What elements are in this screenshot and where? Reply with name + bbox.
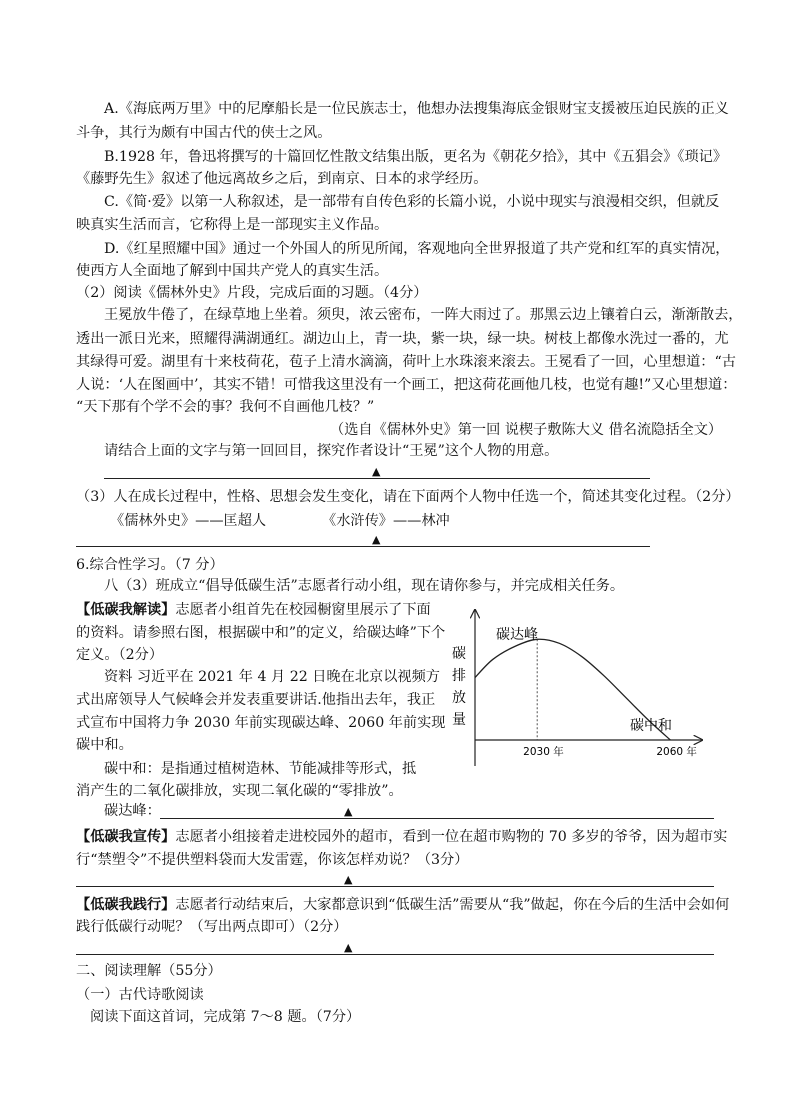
q6-intro: 八（3）班成立“倡导低碳生活”志愿者行动小组，现在请你参与，并完成相关任务。 (104, 578, 625, 594)
task3-line1 (76, 896, 729, 914)
y-label-char-3: 放 (452, 690, 466, 706)
definition-line1: 碳中和：是指通过植树造林、节能减排等形式，抵 (104, 761, 417, 777)
neutral-annotation: 碳中和 (630, 718, 672, 734)
option-d-line2: 使西方人全面地了解到中国共产党人的真实生活。 (76, 263, 389, 279)
task2-line2: 行“禁塑令”不提供塑料袋而大发雷霆，你该怎样劝说？（3分） (76, 852, 469, 868)
y-label-char-4: 量 (452, 712, 466, 728)
material-line1: 资料 习近平在 2021 年 4 月 22 日晚在北京以视频方 (104, 669, 440, 685)
option-c-line1: C.《简·爱》以第一人称叙述，是一部带有自传色彩的长篇小说，小说中现实与浪漫相交织，但就反 (104, 194, 720, 210)
passage-line-3: 其绿得可爱。湖里有十来枝荷花，苞子上清水滴滴，荷叶上水珠滚来滚去。王冕看了一回，心里想道：“古 (76, 354, 736, 370)
task1-line2: 的资料。请参照右图，根据碳中和”的定义，给碳达峰”下个 (76, 625, 446, 641)
passage-line-4: 人说：‘人在图画中’，其实不错！可惜我这里没有一个画工，把这荷花画他几枝，也觉有趣!”又心里想道： (76, 377, 737, 393)
option-b-line1: B.1928 年，鲁迅将撰写的十篇回忆性散文结集出版，更名为《朝花夕拾》，其中《五猖会》《琐记》 (104, 149, 728, 165)
carbon-emission-chart (442, 606, 712, 772)
sub2-heading: （2）阅读《儒林外史》片段，完成后面的习题。（4分） (76, 285, 428, 301)
material-line4: 碳中和。 (76, 737, 133, 753)
answer-marker-5: ▲ (344, 941, 353, 954)
section2-heading: 二、阅读理解（55分） (76, 963, 222, 979)
option-d-line1: D.《红星照耀中国》通过一个外国人的所见所闻，客观地向全世界报道了共产党和红军的真实情况， (104, 241, 730, 257)
material-line2: 式出席领导人气候峰会并发表重要讲话.他指出去年，我正 (76, 692, 436, 708)
y-label-char-1: 碳 (452, 646, 466, 662)
passage-source: （选自《儒林外史》第一回 说楔子敷陈大义 借名流隐括全文） (330, 422, 723, 438)
answer-line-5[interactable] (76, 954, 714, 955)
sub2-question: 请结合上面的文字与第一回回目，探究作者设计“王冕”这个人物的用意。 (104, 443, 559, 459)
sub3-character-1: 《儒林外史》——匡超人 (110, 513, 267, 529)
answer-marker-1: ▲ (372, 465, 381, 478)
option-c-line2: 映真实生活而言，它称得上是一部现实主义作品。 (76, 217, 389, 233)
answer-marker-2: ▲ (372, 533, 381, 546)
q6-heading: 6.综合性学习。（7 分） (76, 557, 224, 573)
answer-label-peak: 碳达峰： (104, 803, 161, 819)
answer-line-4[interactable] (76, 886, 714, 887)
task3-label: 【低碳我践行】 (76, 897, 176, 913)
answer-line-1[interactable] (104, 478, 650, 479)
option-b-line2: 《藤野先生》叙述了他远离故乡之后，到南京、日本的求学经历。 (76, 171, 488, 187)
task2-text-1: 志愿者小组接着走进校园外的超市，看到一位在超市购物的 70 多岁的爷爷，因为超市实 (175, 829, 728, 845)
answer-line-2[interactable] (76, 546, 650, 547)
passage-line-1: 王冕放牛倦了，在绿草地上坐着。须臾，浓云密布，一阵大雨过了。那黑云边上镶着白云，渐渐散去， (104, 307, 743, 323)
sub3-question: （3）人在成长过程中，性格、思想会发生变化，请在下面两个人物中任选一个，简述其变化过程。（2分） (76, 489, 740, 505)
peak-annotation: 碳达峰 (496, 627, 538, 643)
task1-line1 (76, 601, 431, 619)
passage-line-5: “天下那有个学不会的事？我何不自画他几枝？” (76, 399, 375, 415)
task2-label: 【低碳我宣传】 (76, 829, 176, 845)
answer-marker-3: ▲ (344, 805, 353, 818)
y-label-char-2: 排 (452, 668, 466, 684)
task1-line3: 定义。（2分） (76, 647, 164, 663)
task1-label: 【低碳我解读】 (76, 602, 176, 618)
sub3-character-2: 《水浒传》——林冲 (322, 513, 450, 529)
passage-line-2: 透出一派日光来，照耀得满湖通红。湖边山上，青一块，紫一块，绿一块。树枝上都像水洗过一番的，尤 (76, 331, 729, 347)
option-a-line1: A.《海底两万里》中的尼摩船长是一位民族志士，他想办法搜集海底金银财宝支援被压迫民族的正义 (104, 101, 729, 117)
x-tick-2060: 2060 年 (656, 746, 697, 758)
task3-text-1: 志愿者行动结束后，大家都意识到“低碳生活”需要从“我”做起，你在今后的生活中会如何 (175, 897, 730, 913)
x-tick-2030: 2030 年 (523, 746, 564, 758)
material-line3: 式宣布中国将力争 2030 年前实现碳达峰、2060 年前实现 (76, 715, 446, 731)
answer-line-3[interactable] (160, 818, 714, 819)
task1-text-1: 志愿者小组首先在校园橱窗里展示了下面 (175, 602, 431, 618)
section2-subheading: （一）古代诗歌阅读 (76, 987, 204, 1003)
task2-line1 (76, 828, 727, 846)
option-a-line2: 斗争，其行为颇有中国古代的侠士之风。 (76, 125, 332, 141)
section2-instruction: 阅读下面这首词，完成第 7～8 题。（7分） (90, 1009, 361, 1025)
task3-line2: 践行低碳行动呢？（写出两点即可）（2分） (76, 919, 348, 935)
answer-marker-4: ▲ (344, 873, 353, 886)
definition-line2: 消产生的二氧化碳排放，实现二氧化碳的“零排放”。 (76, 783, 403, 799)
